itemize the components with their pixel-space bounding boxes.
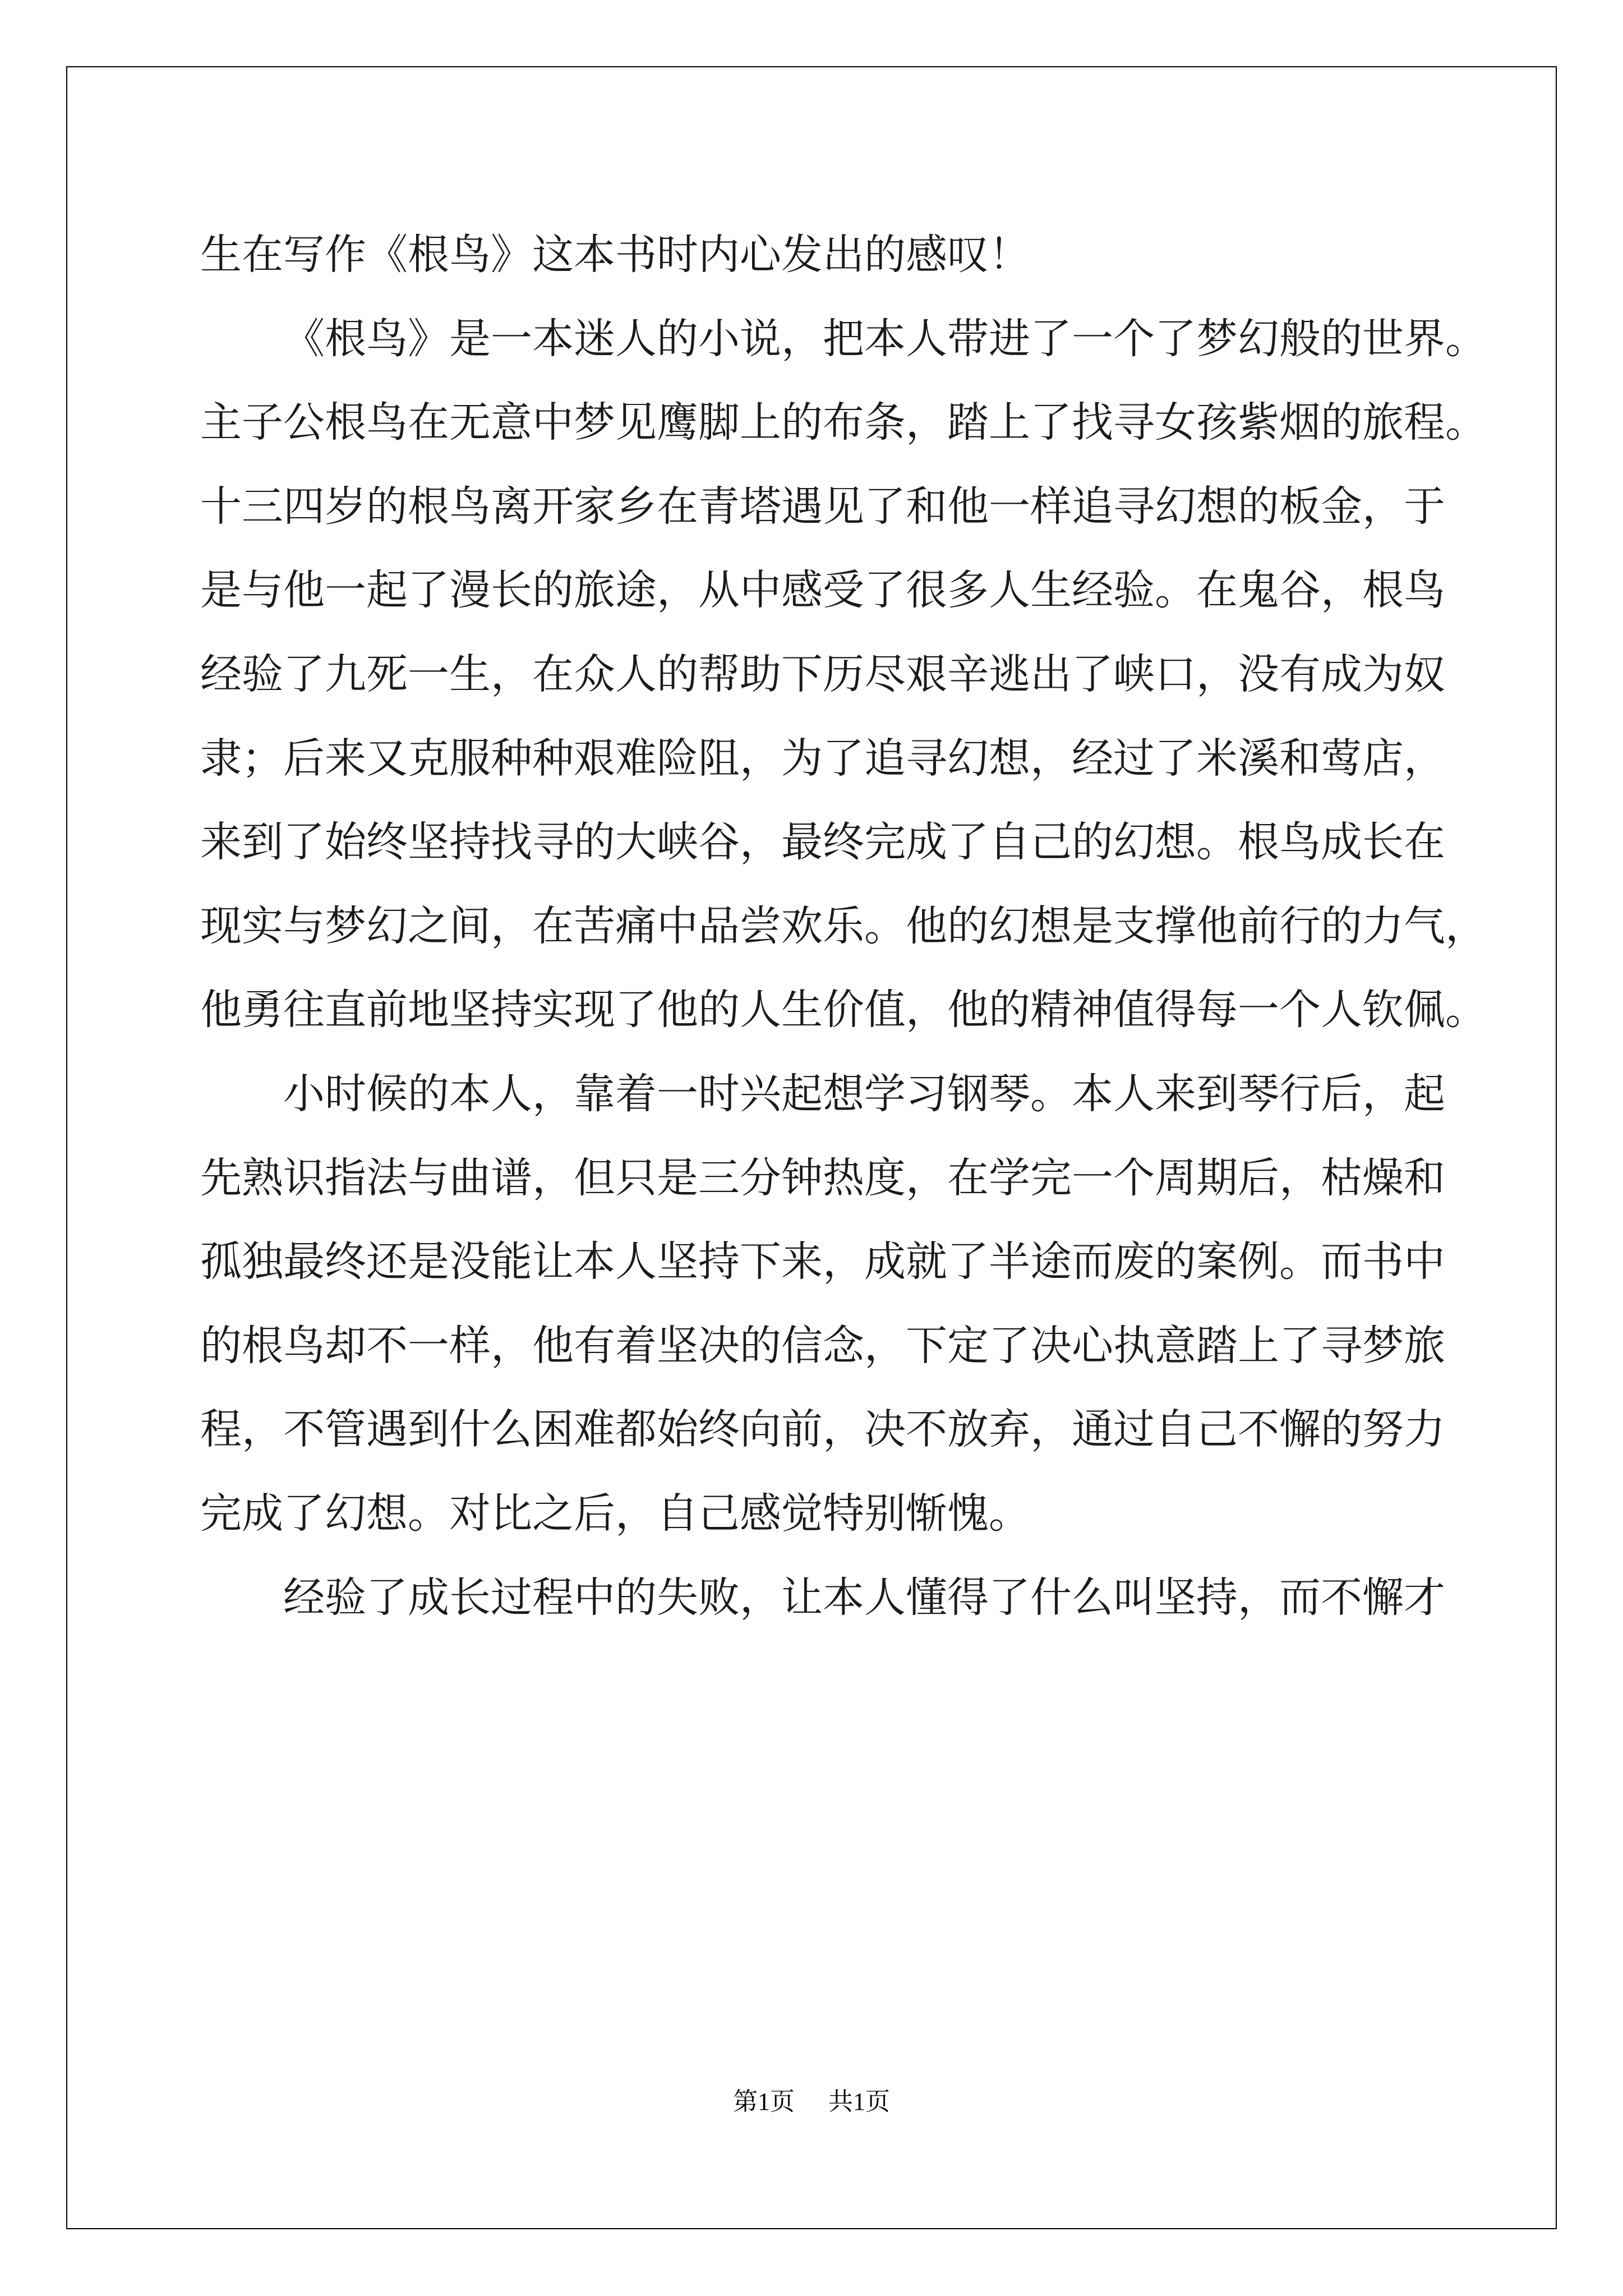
text-line: 孤独最终还是没能让本人坚持下来，成就了半途而废的案例。而书中 (200, 1237, 1445, 1286)
text-line: 小时候的本人，靠着一时兴起想学习钢琴。本人来到琴行后，起 (283, 1069, 1445, 1118)
text-line: 隶；后来又克服种种艰难险阻，为了追寻幻想，经过了米溪和莺店， (200, 734, 1445, 783)
text-line: 十三四岁的根鸟离开家乡在青塔遇见了和他一样追寻幻想的板金，于 (200, 482, 1445, 531)
text-line: 是与他一起了漫长的旅途，从中感受了很多人生经验。在鬼谷，根鸟 (200, 566, 1445, 615)
text-line: 经验了九死一生，在众人的帮助下历尽艰辛逃出了峡口，没有成为奴 (200, 650, 1445, 698)
text-line: 主子公根鸟在无意中梦见鹰脚上的布条，踏上了找寻女孩紫烟的旅程。 (200, 398, 1487, 447)
text-line: 现实与梦幻之间，在苦痛中品尝欢乐。他的幻想是支撑他前行的力气， (200, 901, 1487, 950)
text-line: 先熟识指法与曲谱，但只是三分钟热度，在学完一个周期后，枯燥和 (200, 1153, 1445, 1202)
page-footer (0, 2081, 1623, 2117)
page-total: 共1页 (828, 2088, 890, 2115)
text-line: 他勇往直前地坚持实现了他的人生价值，他的精神值得每一个人钦佩。 (200, 986, 1487, 1034)
document-body (200, 213, 1487, 1640)
page-number: 第1页 (733, 2088, 795, 2115)
text-line: 的根鸟却不一样，他有着坚决的信念，下定了决心执意踏上了寻梦旅 (200, 1321, 1445, 1370)
text-line: 程，不管遇到什么困难都始终向前，决不放弃，通过自己不懈的努力 (200, 1405, 1445, 1454)
text-line: 完成了幻想。对比之后，自己感觉特别惭愧。 (200, 1489, 1030, 1538)
text-line: 经验了成长过程中的失败，让本人懂得了什么叫坚持，而不懈才 (283, 1573, 1445, 1622)
text-line: 来到了始终坚持找寻的大峡谷，最终完成了自己的幻想。根鸟成长在 (200, 818, 1445, 867)
text-line: 《根鸟》是一本迷人的小说，把本人带进了一个了梦幻般的世界。 (283, 314, 1487, 363)
text-line: 生在写作《根鸟》这本书时内心发出的感叹！ (200, 231, 1030, 279)
